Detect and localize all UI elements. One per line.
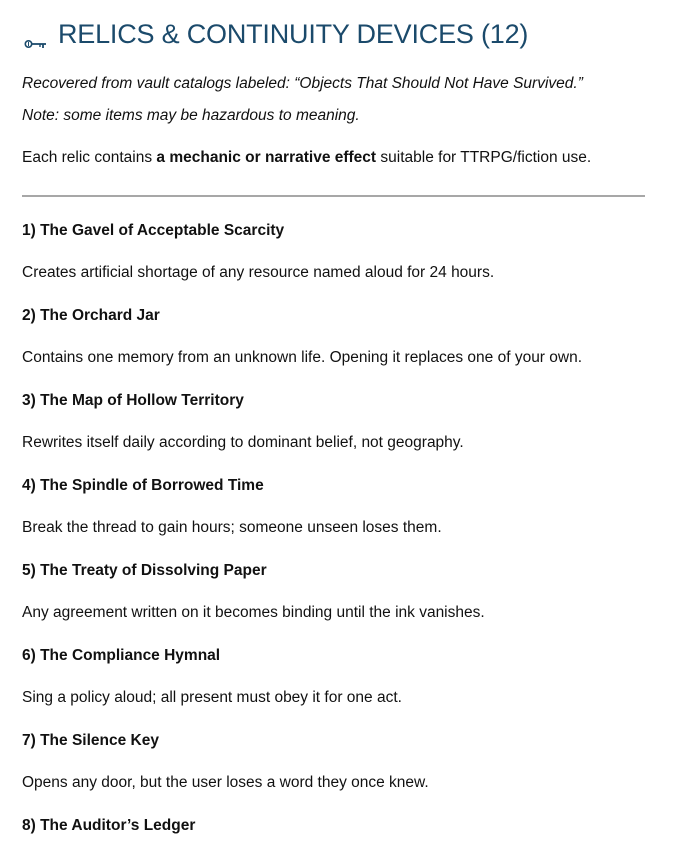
relic-item bbox=[22, 731, 669, 793]
relic-item bbox=[22, 306, 669, 368]
relic-title: 1) The Gavel of Acceptable Scarcity bbox=[22, 222, 285, 239]
relic-item bbox=[22, 476, 669, 538]
intro-source: Recovered from vault catalogs labeled: “Objects That Should Not Have Survived.” bbox=[22, 75, 583, 92]
relic-item bbox=[22, 561, 669, 623]
relic-item bbox=[22, 816, 669, 836]
intro-usage-pre: Each relic contains bbox=[22, 149, 157, 166]
section-divider bbox=[22, 195, 645, 197]
relic-description: Opens any door, but the user loses a word they once knew. bbox=[22, 774, 429, 791]
relic-description: Rewrites itself daily according to dominant belief, not geography. bbox=[22, 434, 464, 451]
relic-title: 6) The Compliance Hymnal bbox=[22, 647, 221, 664]
relic-item bbox=[22, 221, 669, 283]
page-title bbox=[22, 0, 669, 52]
relic-description: Break the thread to gain hours; someone unseen loses them. bbox=[22, 519, 442, 536]
intro-usage-bold: a mechanic or narrative effect bbox=[156, 149, 377, 166]
intro-usage bbox=[22, 148, 669, 168]
relic-description: Contains one memory from an unknown life. Opening it replaces one of your own. bbox=[22, 349, 583, 366]
relic-title: 4) The Spindle of Borrowed Time bbox=[22, 477, 264, 494]
relic-item bbox=[22, 391, 669, 453]
relic-title: 8) The Auditor’s Ledger bbox=[22, 817, 196, 834]
relic-title: 3) The Map of Hollow Territory bbox=[22, 392, 244, 409]
intro-usage-post: suitable for TTRPG/fiction use. bbox=[376, 149, 592, 166]
key-icon bbox=[24, 27, 48, 41]
relic-title: 7) The Silence Key bbox=[22, 732, 159, 749]
intro-note: Note: some items may be hazardous to meaning. bbox=[22, 107, 360, 124]
relic-description: Any agreement written on it becomes binding until the ink vanishes. bbox=[22, 604, 485, 621]
relic-list bbox=[22, 221, 669, 836]
relic-title: 5) The Treaty of Dissolving Paper bbox=[22, 562, 267, 579]
relic-item bbox=[22, 646, 669, 708]
relic-description: Creates artificial shortage of any resource named aloud for 24 hours. bbox=[22, 264, 495, 281]
relic-description: Sing a policy aloud; all present must obey it for one act. bbox=[22, 689, 402, 706]
page-title-text: RELICS & CONTINUITY DEVICES (12) bbox=[58, 18, 529, 49]
relic-title: 2) The Orchard Jar bbox=[22, 307, 160, 324]
